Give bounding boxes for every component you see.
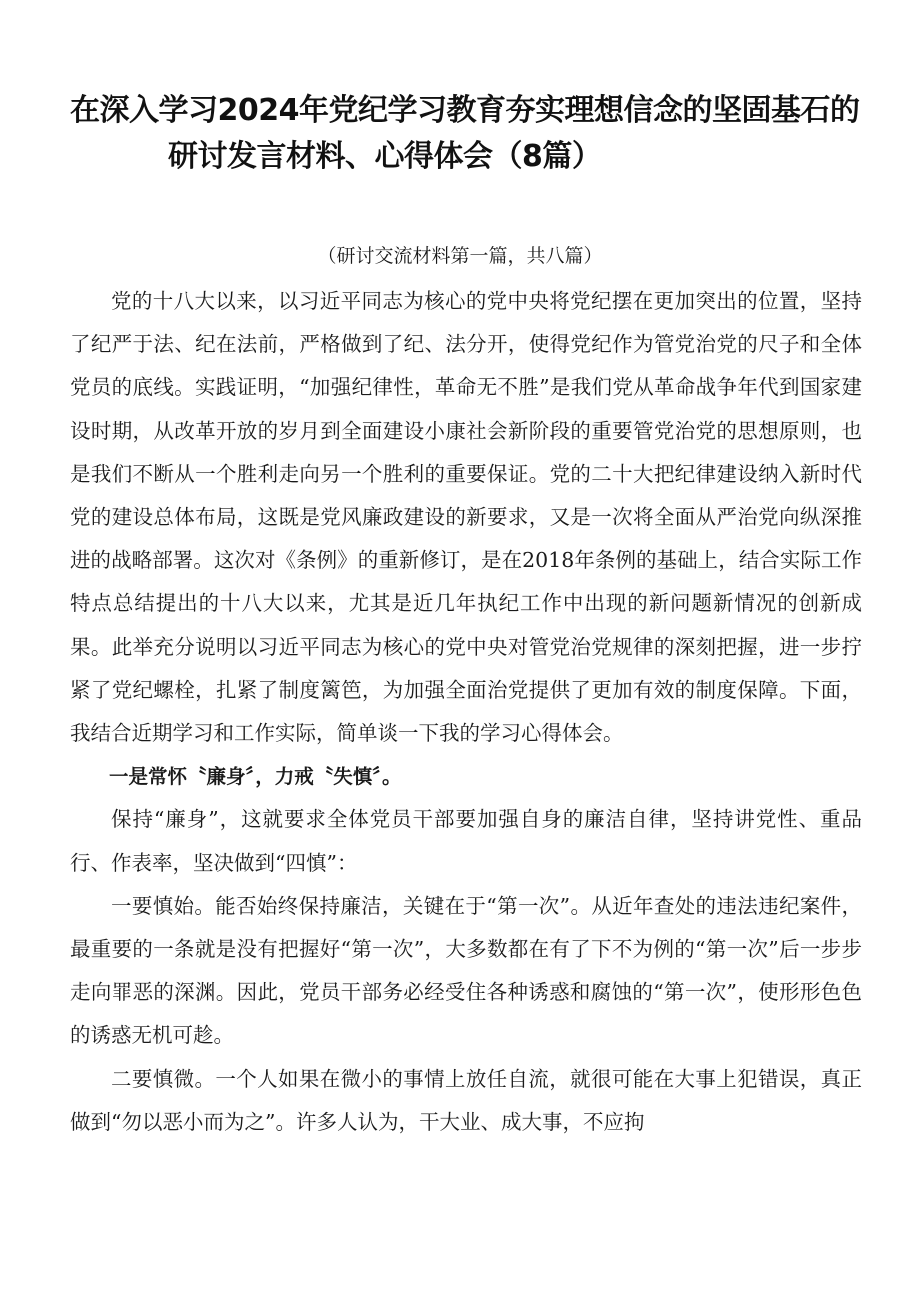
document-title-line-1: 在深入学习2024年党纪学习教育夯实理想信念的坚固基石的 [70, 93, 860, 128]
body-paragraph: 一要慎始。能否始终保持廉洁，关键在于“第一次”。从近年查处的违法违纪案件，最重要的一条就是没有把握好“第一次”，大多数都在有了下不为例的“第一次”后一步步走向罪恶的深渊。因此，党员干部务必经受住各种诱惑和腐蚀的“第一次”，使形形色色的诱惑无机可趁。 [70, 893, 862, 1048]
document-subtitle: （研讨交流材料第一篇，共八篇） [317, 245, 603, 267]
document-title-line-2: 研讨发言材料、心得体会（8篇） [168, 139, 602, 174]
document-body [70, 280, 862, 1144]
body-paragraph: 保持“廉身”，这就要求全体党员干部要加强自身的廉洁自律，坚持讲党性、重品行、作表率，坚决做到“四慎”： [70, 807, 862, 875]
section-heading-1: 一是常怀〝廉身〞，力戒〝失慎〞。 [109, 765, 402, 789]
body-paragraph: 二要慎微。一个人如果在微小的事情上放任自流，就很可能在大事上犯错误，真正做到“勿以恶小而为之”。许多人认为，干大业、成大事，不应拘 [70, 1066, 862, 1134]
body-paragraph-intro: 党的十八大以来，以习近平同志为核心的党中央将党纪摆在更加突出的位置，坚持了纪严于法、纪在法前，严格做到了纪、法分开，使得党纪作为管党治党的尺子和全体党员的底线。实践证明，“加强纪律性，革命无不胜”是我们党从革命战争年代到国家建设时期，从改革开放的岁月到全面建设小康社会新阶段的重要管党治党的思想原则，也是我们不断从一个胜利走向另一个胜利的重要保证。党的二十大把纪律建设纳入新时代党的建设总体布局，这既是党风廉政建设的新要求，又是一次将全面从严治党向纵深推进的战略部署。这次对《条例》的重新修订，是在2018年条例的基础上，结合实际工作特点总结提出的十八大以来，尤其是近几年执纪工作中出现的新问题新情况的创新成果。此举充分说明以习近平同志为核心的党中央对管党治党规律的深刻把握，进一步拧紧了党纪螺栓，扎紧了制度篱笆，为加强全面治党提供了更加有效的制度保障。下面，我结合近期学习和工作实际，简单谈一下我的学习心得体会。 [70, 289, 862, 746]
